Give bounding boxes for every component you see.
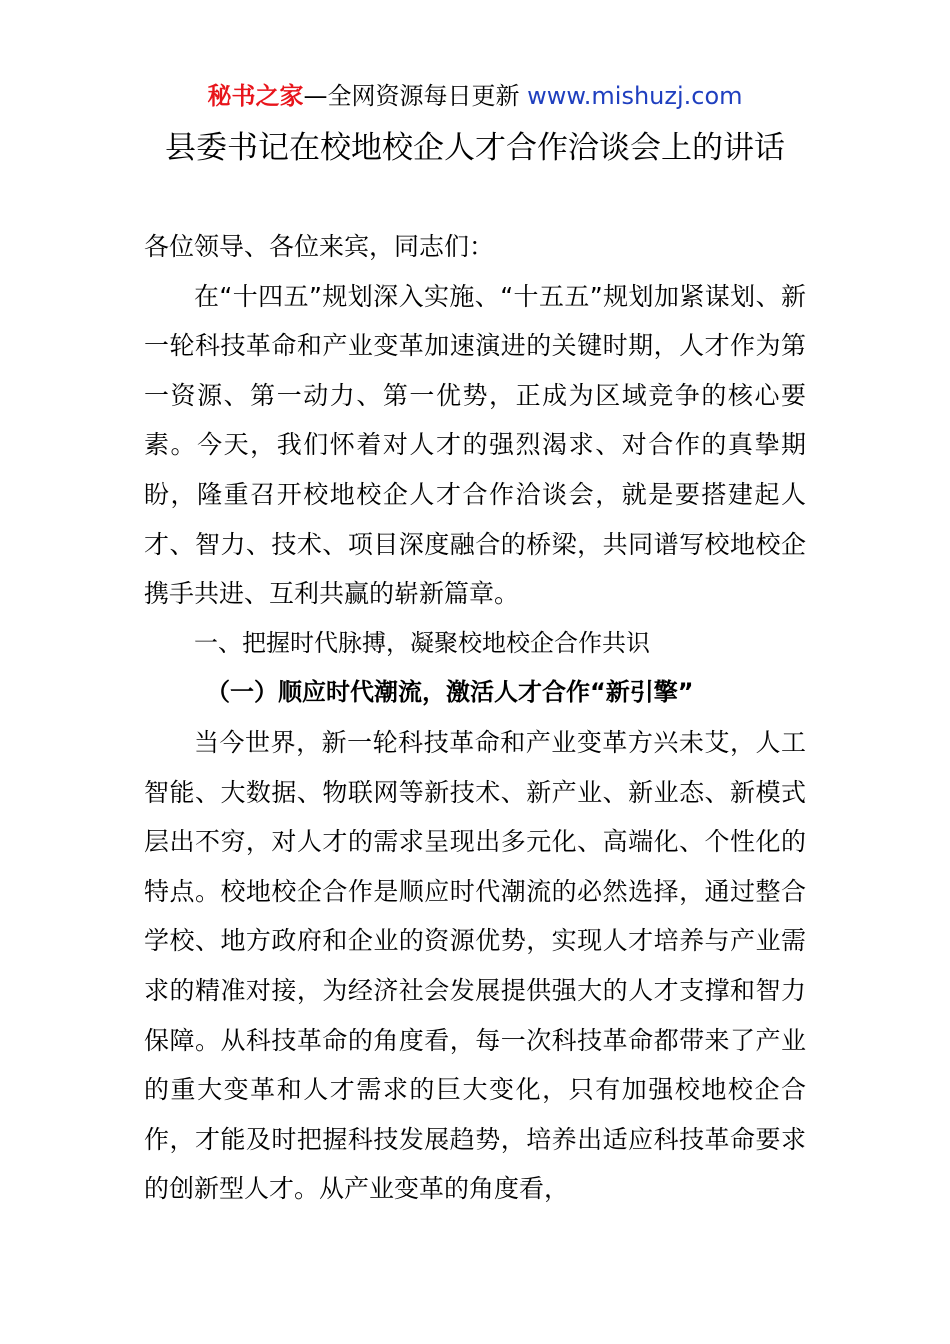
site-header xyxy=(0,80,950,112)
document-body xyxy=(144,222,806,1214)
section-heading: 一、把握时代脉搏，凝聚校地校企合作共识 xyxy=(194,628,650,657)
document-title: 县委书记在校地校企人才合作洽谈会上的讲话 xyxy=(165,130,785,166)
site-url-link[interactable]: www.mishuzj.com xyxy=(527,82,743,110)
header-tagline: —全网资源每日更新 xyxy=(303,82,528,110)
subsection-heading: （一）顺应时代潮流，激活人才合作“新引擎” xyxy=(206,678,694,707)
greeting: 各位领导、各位来宾，同志们： xyxy=(144,232,495,261)
paragraph-body: 当今世界，新一轮科技革命和产业变革方兴未艾，人工智能、大数据、物联网等新技术、新产业、新业态、新模式层出不穷，对人才的需求呈现出多元化、高端化、个性化的特点。校地校企合作是顺应时代潮流的必然选择，通过整合学校、地方政府和企业的资源优势，实现人才培养与产业需求的精准对接，为经济社会发展提供强大的人才支撑和智力保障。从科技革命的角度看，每一次科技革命都带来了产业的重大变革和人才需求的巨大变化，只有加强校地校企合作，才能及时把握科技发展趋势，培养出适应科技革命要求的创新型人才。从产业变革的角度看， xyxy=(144,727,806,1204)
brand-name: 秘书之家 xyxy=(207,82,304,110)
paragraph-intro: 在“十四五”规划深入实施、“十五五”规划加紧谋划、新一轮科技革命和产业变革加速演进的关键时期，人才作为第一资源、第一动力、第一优势，正成为区域竞争的核心要素。今天，我们怀着对人才的强烈渴求、对合作的真挚期盼，隆重召开校地校企人才合作洽谈会，就是要搭建起人才、智力、技术、项目深度融合的桥梁，共同谱写校地校企携手共进、互利共赢的崭新篇章。 xyxy=(144,281,806,609)
